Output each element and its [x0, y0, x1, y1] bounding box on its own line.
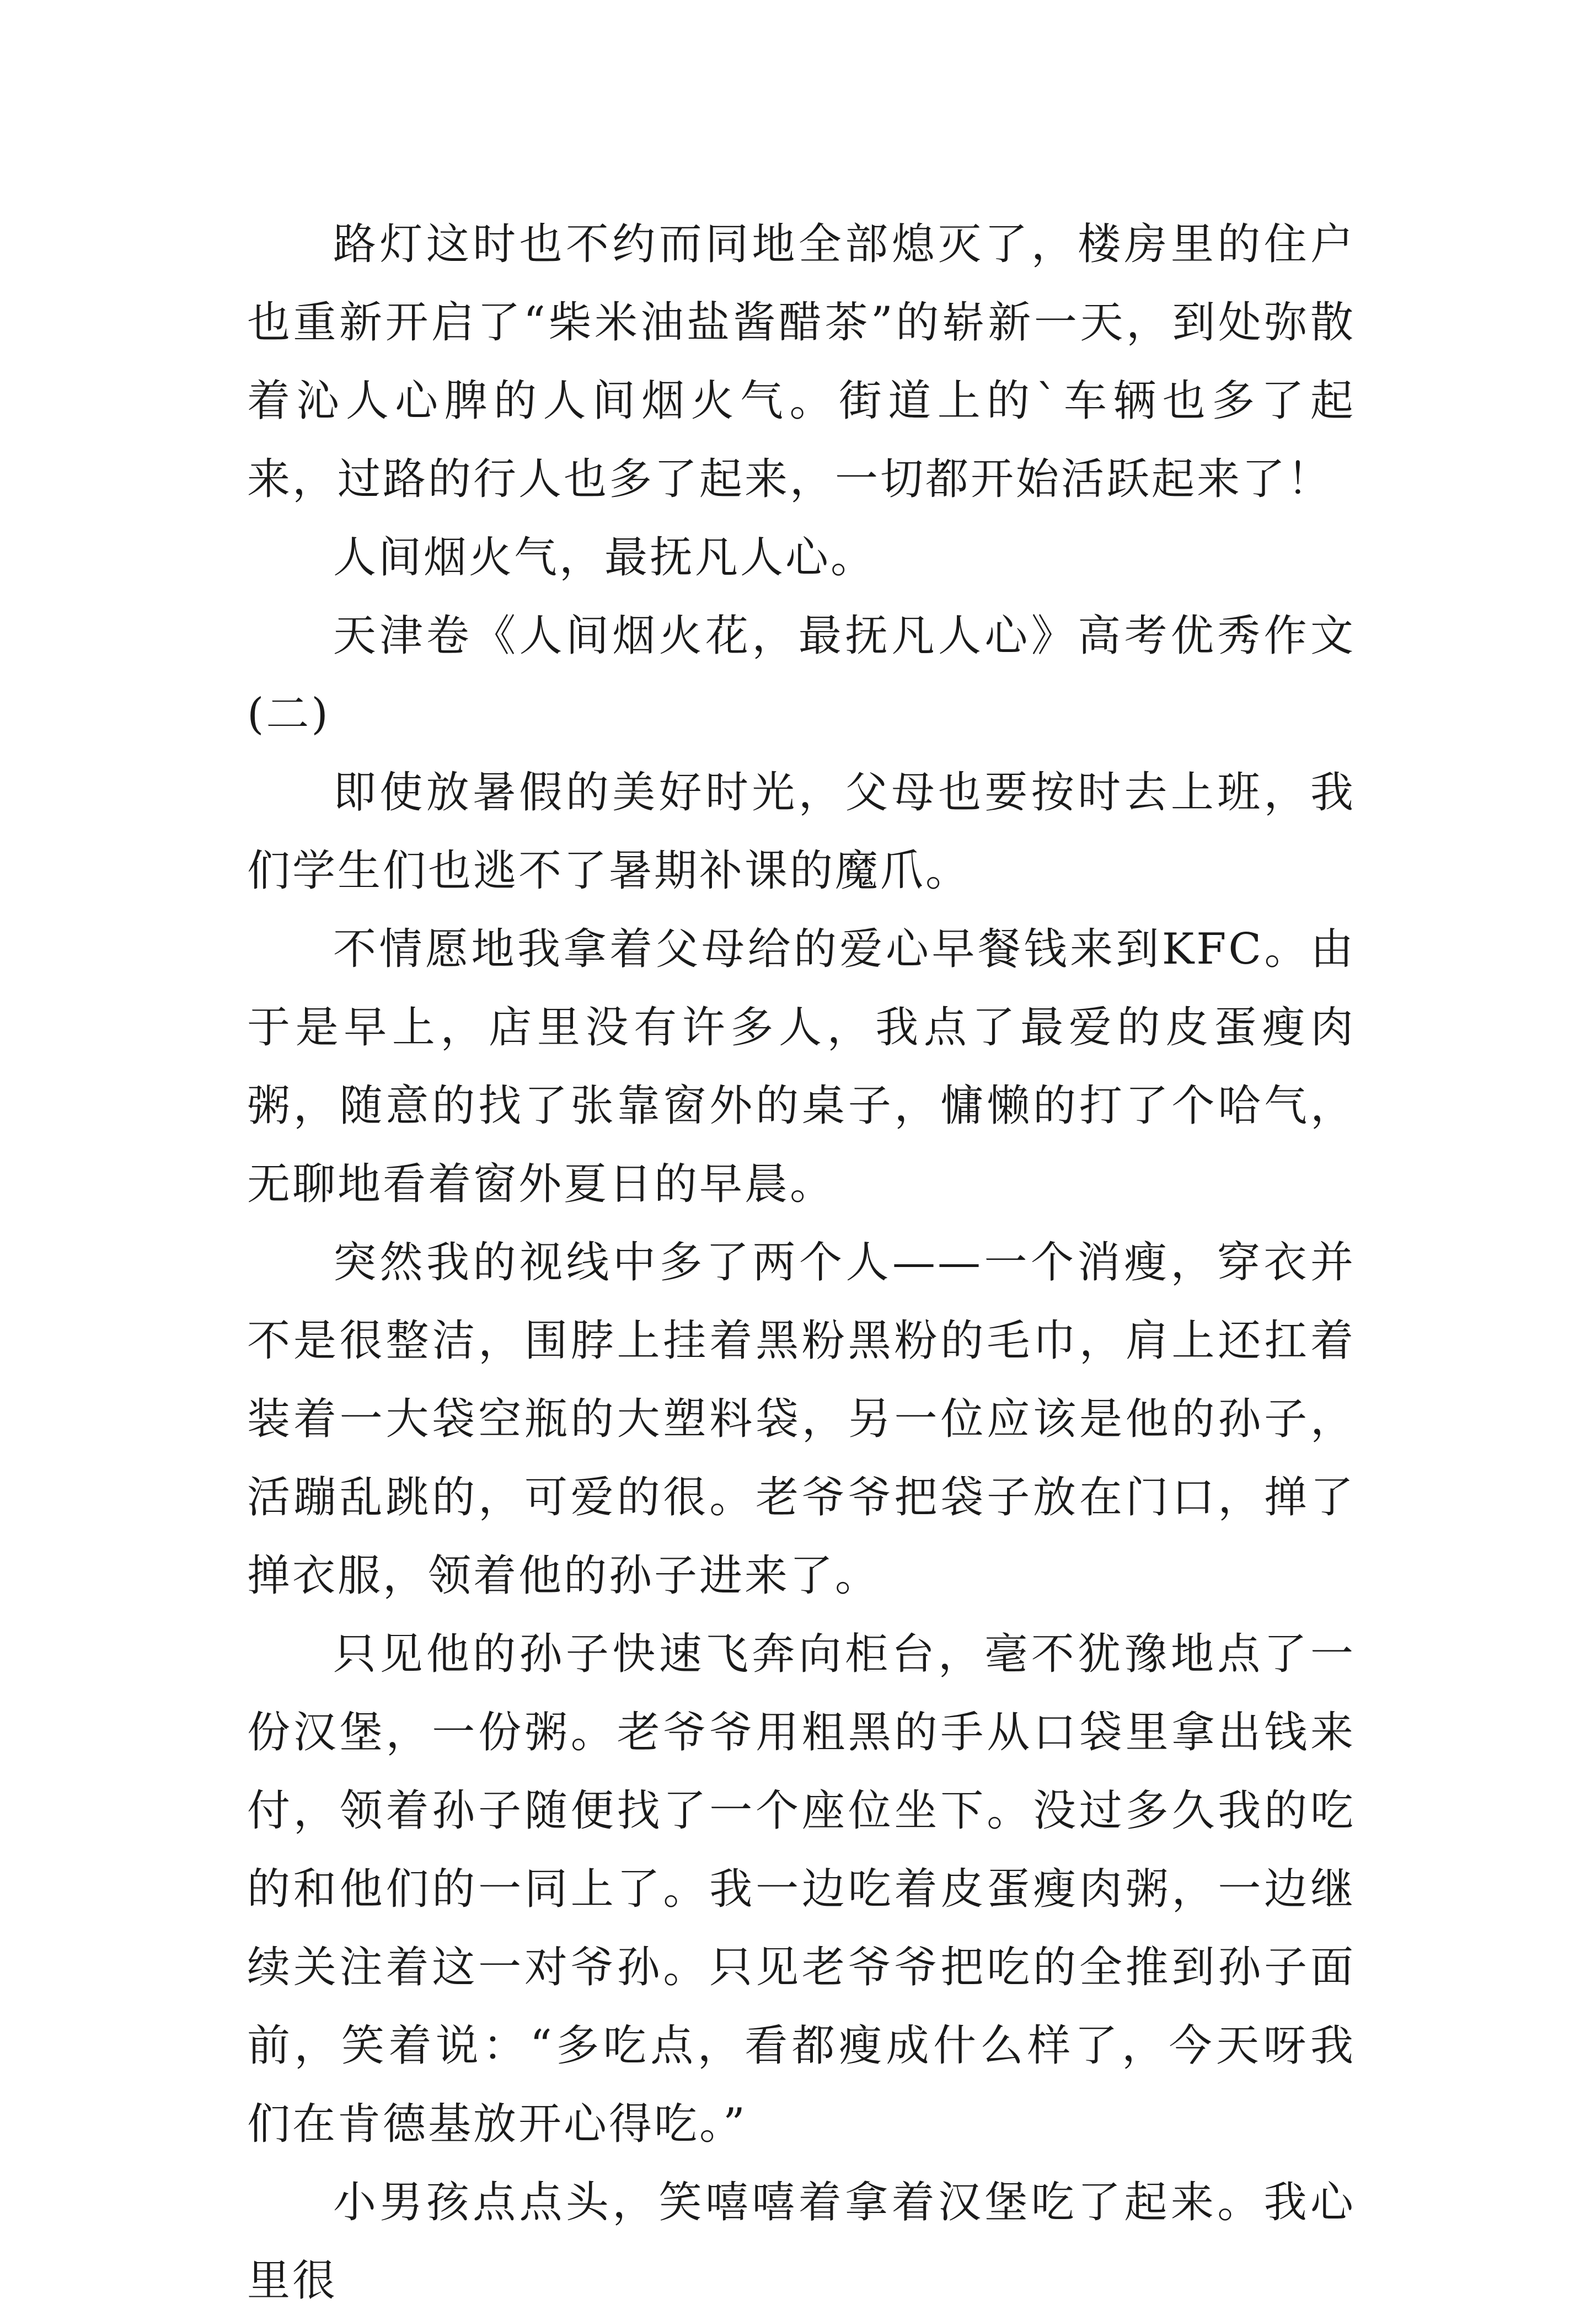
- paragraph: 小男孩点点头，笑嘻嘻着拿着汉堡吃了起来。我心里很: [247, 2178, 1356, 2306]
- article-title: 天津卷《人间烟火花，最抚凡人心》高考优秀作文(二): [247, 611, 1356, 739]
- paragraph: 人间烟火气，最抚凡人心。: [333, 533, 876, 582]
- paragraph: 只见他的孙子快速飞奔向柜台，毫不犹豫地点了一份汉堡，一份粥。老爷爷用粗黑的手从口袋里拿出钱来付，领着孙子随便找了一个座位坐下。没过多久我的吃的和他们的一同上了。我一边吃着皮蛋瘦肉粥，一边继续关注着这一对爷孙。只见老爷爷把吃的全推到孙子面前，笑着说：“多吃点，看都瘦成什么样了，今天呀我们在肯德基放开心得吃。”: [247, 1629, 1356, 2149]
- paragraph: 不情愿地我拿着父母给的爱心早餐钱来到KFC。由于是早上，店里没有许多人，我点了最爱的皮蛋瘦肉粥，随意的找了张靠窗外的桌子，慵懒的打了个哈气，无聊地看着窗外夏日的早晨。: [247, 924, 1356, 1209]
- document-body: [247, 205, 1356, 2320]
- paragraph: 路灯这时也不约而同地全部熄灭了，楼房里的住户也重新开启了“柴米油盐酱醋茶”的崭新一天，到处弥散着沁人心脾的人间烟火气。街道上的`车辆也多了起来，过路的行人也多了起来，一切都开始活跃起来了！: [247, 220, 1356, 504]
- paragraph: 突然我的视线中多了两个人——一个消瘦，穿衣并不是很整洁，围脖上挂着黑粉黑粉的毛巾，肩上还扛着装着一大袋空瓶的大塑料袋，另一位应该是他的孙子，活蹦乱跳的，可爱的很。老爷爷把袋子放在门口，掸了掸衣服，领着他的孙子进来了。: [247, 1238, 1356, 1601]
- paragraph: 即使放暑假的美好时光，父母也要按时去上班，我们学生们也逃不了暑期补课的魔爪。: [247, 768, 1356, 896]
